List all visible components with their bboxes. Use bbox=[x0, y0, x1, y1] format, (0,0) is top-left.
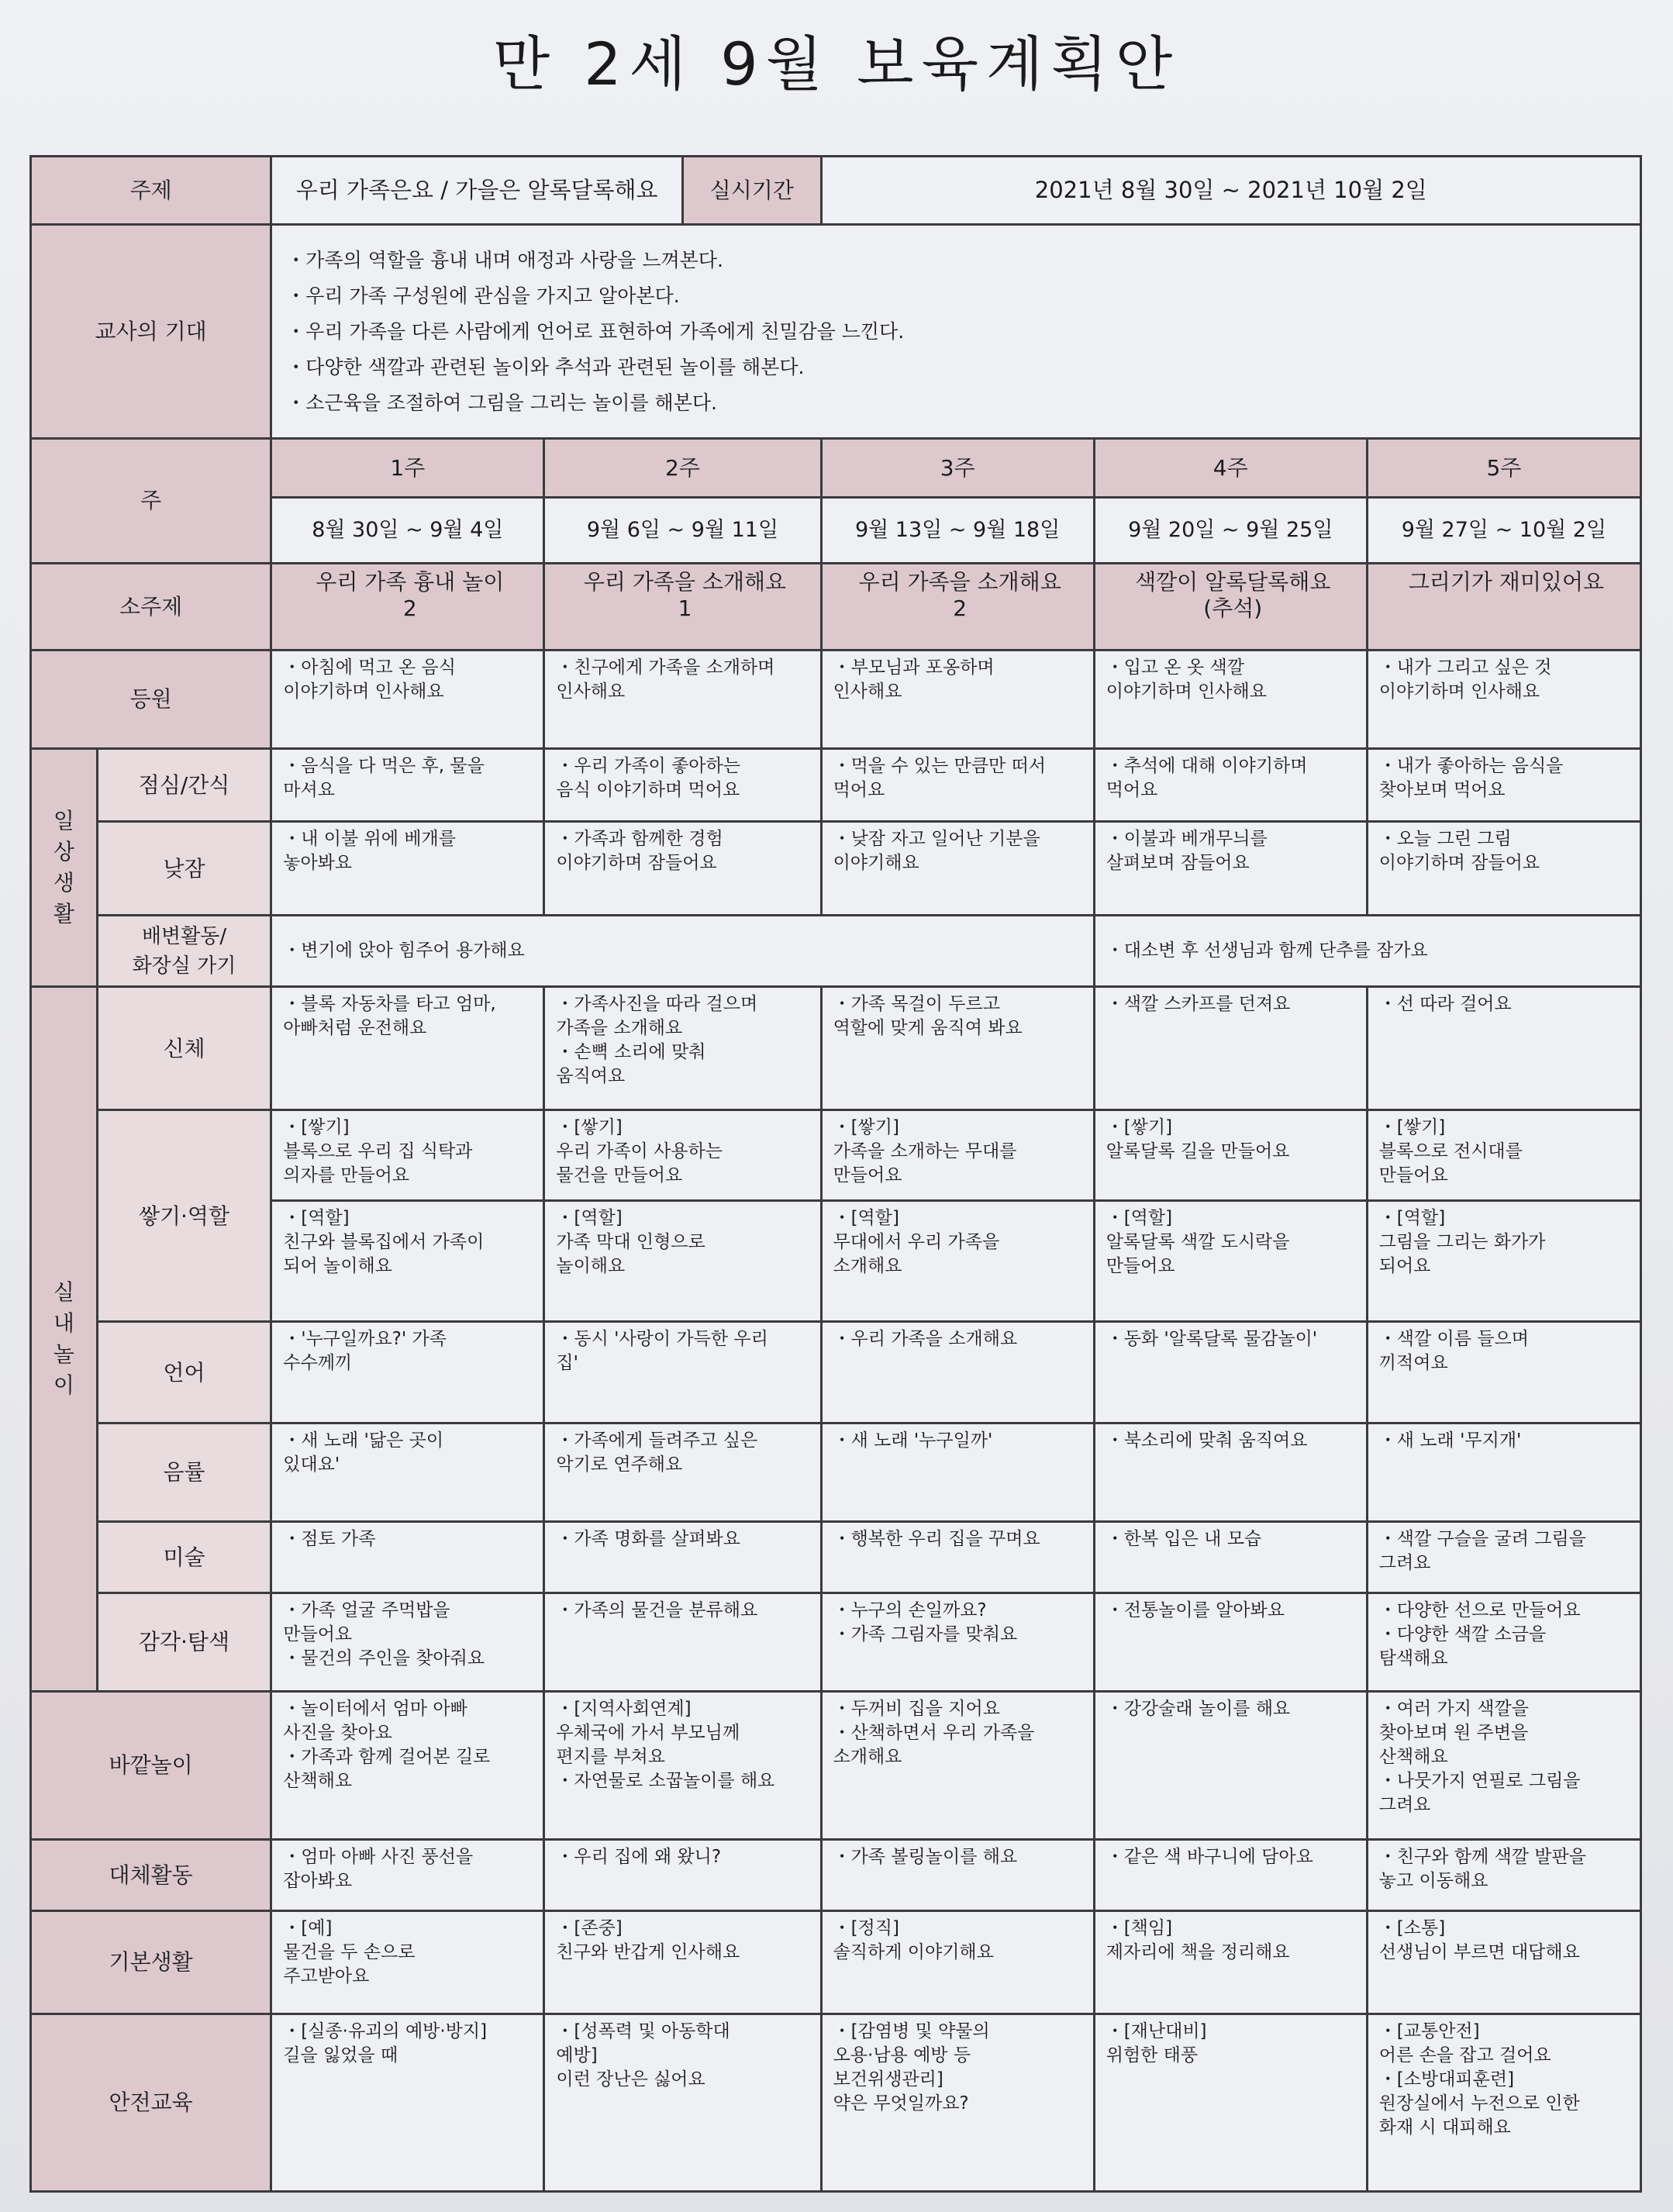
art-week-5: ・색깔 구슬을 굴려 그림을 그려요 bbox=[1367, 1521, 1640, 1593]
safety-row bbox=[31, 2014, 1641, 2191]
sensory-week-3: ・누구의 손일까요? ・가족 그림자를 맞춰요 bbox=[821, 1593, 1094, 1692]
art-week-4: ・한복 입은 내 모습 bbox=[1094, 1521, 1367, 1593]
safety-week-2: ・[성폭력 및 아동학대 예방] 이런 장난은 싫어요 bbox=[544, 2014, 821, 2191]
role-week-2: ・[역할] 가족 막대 인형으로 놀이해요 bbox=[544, 1200, 821, 1322]
nap-week-5: ・오늘 그린 그림 이야기하며 잠들어요 bbox=[1367, 822, 1640, 916]
language-label: 언어 bbox=[97, 1322, 271, 1423]
arrival-week-1: ・아침에 먹고 온 음식 이야기하며 인사해요 bbox=[271, 650, 544, 749]
alternative-week-2: ・우리 집에 왜 왔니? bbox=[544, 1839, 821, 1910]
language-week-5: ・색깔 이름 들으며 끼적여요 bbox=[1367, 1322, 1640, 1423]
physical-week-3: ・가족 목걸이 두르고 역할에 맞게 움직여 봐요 bbox=[821, 987, 1094, 1110]
theme-value: 우리 가족은요 / 가을은 알록달록해요 bbox=[271, 157, 683, 225]
sensory-week-4: ・전통놀이를 알아봐요 bbox=[1094, 1593, 1367, 1692]
outdoor-week-2: ・[지역사회연계] 우체국에 가서 부모님께 편지를 부쳐요 ・자연물로 소꿉놀이를 해요 bbox=[544, 1691, 821, 1839]
sensory-week-2: ・가족의 물건을 분류해요 bbox=[544, 1593, 821, 1692]
toilet-weeks-4-5: ・대소변 후 선생님과 함께 단추를 잠가요 bbox=[1094, 915, 1640, 986]
indoor-play-label: 실 내 놀 이 bbox=[31, 987, 98, 1691]
language-week-2: ・동시 '사랑이 가득한 우리 집' bbox=[544, 1322, 821, 1423]
build-row bbox=[31, 1110, 1641, 1201]
week-2-dates: 9월 6일 ~ 9월 11일 bbox=[544, 498, 821, 563]
physical-week-5: ・선 따라 걸어요 bbox=[1367, 987, 1640, 1110]
nap-week-1: ・내 이불 위에 베개를 놓아봐요 bbox=[271, 822, 544, 916]
safety-week-1: ・[실종·유괴의 예방·방지] 길을 잃었을 때 bbox=[271, 2014, 544, 2191]
music-row bbox=[31, 1423, 1641, 1522]
page-title: 만 2세 9월 보육계획안 bbox=[492, 29, 1181, 98]
outdoor-week-1: ・놀이터에서 엄마 아빠 사진을 찾아요 ・가족과 함께 걸어본 길로 산책해요 bbox=[271, 1691, 544, 1839]
alternative-label: 대체활동 bbox=[31, 1839, 271, 1910]
toilet-weeks-1-3: ・변기에 앉아 힘주어 용가해요 bbox=[271, 915, 1094, 986]
sensory-row bbox=[31, 1593, 1641, 1692]
outdoor-row bbox=[31, 1691, 1641, 1839]
week-1-label: 1주 bbox=[271, 438, 544, 497]
subtheme-week-3: 우리 가족을 소개해요 2 bbox=[821, 563, 1094, 650]
safety-week-4: ・[재난대비] 위험한 태풍 bbox=[1094, 2014, 1367, 2191]
alternative-week-3: ・가족 볼링놀이를 해요 bbox=[821, 1839, 1094, 1910]
sensory-week-5: ・다양한 선으로 만들어요 ・다양한 색깔 소금을 탐색해요 bbox=[1367, 1593, 1640, 1692]
meal-row bbox=[31, 748, 1641, 821]
toilet-label: 배변활동/ 화장실 가기 bbox=[97, 915, 271, 986]
safety-week-5: ・[교통안전] 어른 손을 잡고 걸어요 ・[소방대피훈련] 원장실에서 누전으로 인한 화재 시 대피해요 bbox=[1367, 2014, 1640, 2191]
physical-week-4: ・색깔 스카프를 던져요 bbox=[1094, 987, 1367, 1110]
music-week-4: ・북소리에 맞춰 움직여요 bbox=[1094, 1423, 1367, 1522]
sensory-week-1: ・가족 얼굴 주먹밥을 만들어요 ・물건의 주인을 찾아줘요 bbox=[271, 1593, 544, 1692]
nap-label: 낮잠 bbox=[97, 822, 271, 916]
expectation-row bbox=[31, 225, 1641, 438]
build-week-1: ・[쌓기] 블록으로 우리 집 식탁과 의자를 만들어요 bbox=[271, 1110, 544, 1201]
outdoor-week-4: ・강강술래 놀이를 해요 bbox=[1094, 1691, 1367, 1839]
period-label: 실시기간 bbox=[682, 157, 821, 225]
theme-row bbox=[31, 157, 1641, 225]
language-week-1: ・'누구일까요?' 가족 수수께끼 bbox=[271, 1322, 544, 1423]
subtheme-label: 소주제 bbox=[31, 563, 271, 650]
arrival-label: 등원 bbox=[31, 650, 271, 749]
art-week-3: ・행복한 우리 집을 꾸며요 bbox=[821, 1521, 1094, 1593]
role-week-4: ・[역할] 알록달록 색깔 도시락을 만들어요 bbox=[1094, 1200, 1367, 1322]
week-3-dates: 9월 13일 ~ 9월 18일 bbox=[821, 498, 1094, 563]
safety-label: 안전교육 bbox=[31, 2014, 271, 2191]
alternative-row bbox=[31, 1839, 1641, 1910]
nap-week-2: ・가족과 함께한 경험 이야기하며 잠들어요 bbox=[544, 822, 821, 916]
build-week-5: ・[쌓기] 블록으로 전시대를 만들어요 bbox=[1367, 1110, 1640, 1201]
meal-week-5: ・내가 좋아하는 음식을 찾아보며 먹어요 bbox=[1367, 748, 1640, 821]
safety-week-3: ・[감염병 및 약물의 오용·남용 예방 등 보건위생관리] 약은 무엇일까요? bbox=[821, 2014, 1094, 2191]
physical-week-2: ・가족사진을 따라 걸으며 가족을 소개해요 ・손뼉 소리에 맞춰 움직여요 bbox=[544, 987, 821, 1110]
daily-life-label: 일 상 생 활 bbox=[31, 748, 98, 987]
period-value: 2021년 8월 30일 ~ 2021년 10월 2일 bbox=[821, 157, 1640, 225]
subtheme-week-1: 우리 가족 흉내 놀이 2 bbox=[271, 563, 544, 650]
toilet-row bbox=[31, 915, 1641, 986]
physical-row bbox=[31, 987, 1641, 1110]
basic-week-1: ・[예] 물건을 두 손으로 주고받아요 bbox=[271, 1911, 544, 2014]
art-row bbox=[31, 1521, 1641, 1593]
week-5-dates: 9월 27일 ~ 10월 2일 bbox=[1367, 498, 1640, 563]
meal-week-2: ・우리 가족이 좋아하는 음식 이야기하며 먹어요 bbox=[544, 748, 821, 821]
basic-week-3: ・[정직] 솔직하게 이야기해요 bbox=[821, 1911, 1094, 2014]
alternative-week-4: ・같은 색 바구니에 담아요 bbox=[1094, 1839, 1367, 1910]
physical-week-1: ・블록 자동차를 타고 엄마, 아빠처럼 운전해요 bbox=[271, 987, 544, 1110]
role-week-3: ・[역할] 무대에서 우리 가족을 소개해요 bbox=[821, 1200, 1094, 1322]
music-week-1: ・새 노래 '닮은 곳이 있대요' bbox=[271, 1423, 544, 1522]
subtheme-week-5: 그리기가 재미있어요 bbox=[1367, 563, 1640, 650]
arrival-week-5: ・내가 그리고 싶은 것 이야기하며 인사해요 bbox=[1367, 650, 1640, 749]
expectation-label: 교사의 기대 bbox=[31, 225, 271, 438]
art-label: 미술 bbox=[97, 1521, 271, 1593]
build-week-3: ・[쌓기] 가족을 소개하는 무대를 만들어요 bbox=[821, 1110, 1094, 1201]
arrival-week-3: ・부모님과 포옹하며 인사해요 bbox=[821, 650, 1094, 749]
expectation-text: ・가족의 역할을 흉내 내며 애정과 사랑을 느껴본다. ・우리 가족 구성원에 관심을 가지고 알아본다. ・우리 가족을 다른 사람에게 언어로 표현하여 가족에게 친밀감을 느낀다. ・다양한 색깔과 관련된 놀이와 추석과 관련된 놀이를 해본다. ・소근육을 조절하여 그림을 그리는 놀이를 해본다. bbox=[271, 225, 1641, 438]
meal-week-4: ・추석에 대해 이야기하며 먹어요 bbox=[1094, 748, 1367, 821]
week-label: 주 bbox=[31, 438, 271, 563]
basic-life-label: 기본생활 bbox=[31, 1911, 271, 2014]
role-week-1: ・[역할] 친구와 블록집에서 가족이 되어 놀이해요 bbox=[271, 1200, 544, 1322]
plan-table bbox=[29, 155, 1642, 2193]
nap-week-4: ・이불과 베개무늬를 살펴보며 잠들어요 bbox=[1094, 822, 1367, 916]
meal-label: 점심/간식 bbox=[97, 748, 271, 821]
nap-row bbox=[31, 822, 1641, 916]
language-week-3: ・우리 가족을 소개해요 bbox=[821, 1322, 1094, 1423]
outdoor-week-3: ・두꺼비 집을 지어요 ・산책하면서 우리 가족을 소개해요 bbox=[821, 1691, 1094, 1839]
role-row bbox=[31, 1200, 1641, 1322]
week-date-row bbox=[31, 498, 1641, 563]
subtheme-week-2: 우리 가족을 소개해요 1 bbox=[544, 563, 821, 650]
music-week-3: ・새 노래 '누구일까' bbox=[821, 1423, 1094, 1522]
art-week-2: ・가족 명화를 살펴봐요 bbox=[544, 1521, 821, 1593]
subtheme-row bbox=[31, 563, 1641, 650]
basic-week-4: ・[책임] 제자리에 책을 정리해요 bbox=[1094, 1911, 1367, 2014]
basic-week-5: ・[소통] 선생님이 부르면 대답해요 bbox=[1367, 1911, 1640, 2014]
build-week-4: ・[쌓기] 알록달록 길을 만들어요 bbox=[1094, 1110, 1367, 1201]
week-1-dates: 8월 30일 ~ 9월 4일 bbox=[271, 498, 544, 563]
physical-label: 신체 bbox=[97, 987, 271, 1110]
meal-week-1: ・음식을 다 먹은 후, 물을 마셔요 bbox=[271, 748, 544, 821]
arrival-week-4: ・입고 온 옷 색깔 이야기하며 인사해요 bbox=[1094, 650, 1367, 749]
sensory-label: 감각·탐색 bbox=[97, 1593, 271, 1692]
week-4-label: 4주 bbox=[1094, 438, 1367, 497]
week-5-label: 5주 bbox=[1367, 438, 1640, 497]
music-label: 음률 bbox=[97, 1423, 271, 1522]
language-week-4: ・동화 '알록달록 물감놀이' bbox=[1094, 1322, 1367, 1423]
week-3-label: 3주 bbox=[821, 438, 1094, 497]
role-week-5: ・[역할] 그림을 그리는 화가가 되어요 bbox=[1367, 1200, 1640, 1322]
art-week-1: ・점토 가족 bbox=[271, 1521, 544, 1593]
nap-week-3: ・낮잠 자고 일어난 기분을 이야기해요 bbox=[821, 822, 1094, 916]
music-week-5: ・새 노래 '무지개' bbox=[1367, 1423, 1640, 1522]
week-label-row bbox=[31, 438, 1641, 497]
outdoor-week-5: ・여러 가지 색깔을 찾아보며 원 주변을 산책해요 ・나뭇가지 연필로 그림을 그려요 bbox=[1367, 1691, 1640, 1839]
outdoor-label: 바깥놀이 bbox=[31, 1691, 271, 1839]
language-row bbox=[31, 1322, 1641, 1423]
arrival-week-2: ・친구에게 가족을 소개하며 인사해요 bbox=[544, 650, 821, 749]
week-2-label: 2주 bbox=[544, 438, 821, 497]
meal-week-3: ・먹을 수 있는 만큼만 떠서 먹어요 bbox=[821, 748, 1094, 821]
week-4-dates: 9월 20일 ~ 9월 25일 bbox=[1094, 498, 1367, 563]
music-week-2: ・가족에게 들려주고 싶은 악기로 연주해요 bbox=[544, 1423, 821, 1522]
build-role-label: 쌓기·역할 bbox=[97, 1110, 271, 1322]
subtheme-week-4: 색깔이 알록달록해요 (추석) bbox=[1094, 563, 1367, 650]
alternative-week-5: ・친구와 함께 색깔 발판을 놓고 이동해요 bbox=[1367, 1839, 1640, 1910]
theme-label: 주제 bbox=[31, 157, 271, 225]
alternative-week-1: ・엄마 아빠 사진 풍선을 잡아봐요 bbox=[271, 1839, 544, 1910]
basic-week-2: ・[존중] 친구와 반갑게 인사해요 bbox=[544, 1911, 821, 2014]
basic-life-row bbox=[31, 1911, 1641, 2014]
build-week-2: ・[쌓기] 우리 가족이 사용하는 물건을 만들어요 bbox=[544, 1110, 821, 1201]
arrival-row bbox=[31, 650, 1641, 749]
